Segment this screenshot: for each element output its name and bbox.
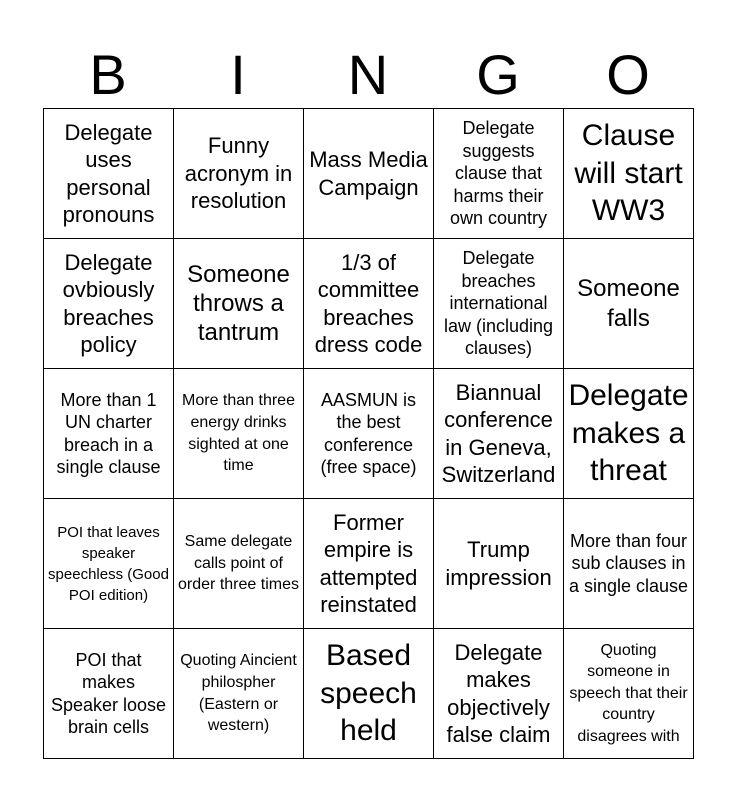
board-row (44, 109, 694, 239)
bingo-cell[interactable]: More than 1 UN charter breach in a single clause (44, 369, 174, 499)
header-letter-n: N (347, 43, 389, 106)
bingo-cell[interactable]: More than four sub clauses in a single clause (564, 499, 694, 629)
bingo-cell[interactable]: Based speech held (304, 629, 434, 759)
board-row (44, 499, 694, 629)
bingo-cell[interactable]: Former empire is attempted reinstated (304, 499, 434, 629)
bingo-cell[interactable]: POI that leaves speaker speechless (Good POI edition) (44, 499, 174, 629)
bingo-cell[interactable]: Clause will start WW3 (564, 109, 694, 239)
bingo-cell[interactable]: 1/3 of committee breaches dress code (304, 239, 434, 369)
board-row (44, 629, 694, 759)
bingo-cell[interactable]: Mass Media Campaign (304, 109, 434, 239)
header-letter-g: G (476, 43, 520, 106)
board-row (44, 369, 694, 499)
bingo-cell[interactable]: Funny acronym in resolution (174, 109, 304, 239)
bingo-cell[interactable]: Someone throws a tantrum (174, 239, 304, 369)
bingo-header (43, 40, 693, 110)
bingo-board (43, 108, 694, 759)
bingo-cell[interactable]: Delegate uses personal pronouns (44, 109, 174, 239)
board-row (44, 239, 694, 369)
bingo-cell[interactable]: Delegate makes a threat (564, 369, 694, 499)
bingo-cell[interactable]: Quoting someone in speech that their country disagrees with (564, 629, 694, 759)
bingo-cell[interactable]: Trump impression (434, 499, 564, 629)
header-letter-i: I (230, 43, 246, 106)
bingo-cell[interactable]: Biannual conference in Geneva, Switzerland (434, 369, 564, 499)
bingo-cell[interactable]: AASMUN is the best conference (free space) (304, 369, 434, 499)
bingo-cell[interactable]: Delegate breaches international law (including clauses) (434, 239, 564, 369)
bingo-cell[interactable]: Someone falls (564, 239, 694, 369)
header-letter-o: O (606, 43, 650, 106)
header-letter-b: B (89, 43, 127, 106)
bingo-cell[interactable]: Quoting Aincient philospher (Eastern or western) (174, 629, 304, 759)
bingo-cell[interactable]: Delegate makes objectively false claim (434, 629, 564, 759)
bingo-cell[interactable]: More than three energy drinks sighted at one time (174, 369, 304, 499)
bingo-cell[interactable]: Delegate suggests clause that harms their own country (434, 109, 564, 239)
bingo-cell[interactable]: Delegate ovbiously breaches policy (44, 239, 174, 369)
bingo-cell[interactable]: Same delegate calls point of order three times (174, 499, 304, 629)
bingo-cell[interactable]: POI that makes Speaker loose brain cells (44, 629, 174, 759)
